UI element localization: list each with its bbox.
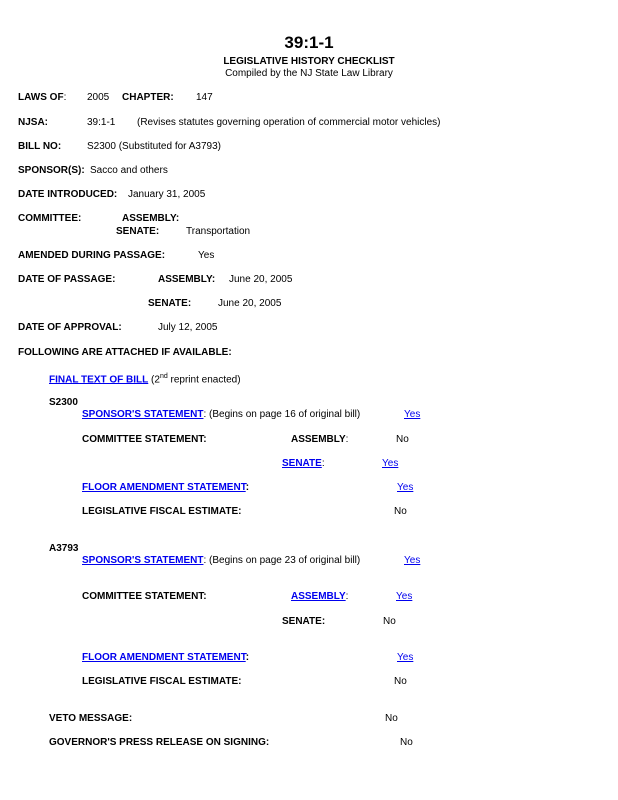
bill-no-value: S2300 (Substituted for A3793) bbox=[87, 141, 221, 152]
a3793-floor-amendment-row: FLOOR AMENDMENT STATEMENT: bbox=[82, 652, 250, 663]
s2300-fiscal-estimate-label: LEGISLATIVE FISCAL ESTIMATE: bbox=[82, 506, 242, 517]
final-text-link[interactable]: FINAL TEXT OF BILL bbox=[49, 374, 149, 386]
a3793-assembly-yes-link[interactable]: Yes bbox=[396, 591, 413, 602]
a3793-floor-amendment-link[interactable]: FLOOR AMENDMENT STATEMENT bbox=[82, 652, 246, 663]
a3793-sponsor-statement-link[interactable]: SPONSOR'S STATEMENT bbox=[82, 555, 204, 566]
s2300-assembly-label: ASSEMBLY: bbox=[291, 434, 349, 445]
compiled-by: Compiled by the NJ State Law Library bbox=[225, 68, 393, 79]
s2300-floor-amendment-row: FLOOR AMENDMENT STATEMENT: bbox=[82, 482, 250, 493]
njsa-value: 39:1-1 bbox=[87, 117, 116, 128]
s2300-floor-amendment-yes-link[interactable]: Yes bbox=[397, 482, 414, 493]
s2300-senate-link[interactable]: SENATE bbox=[282, 458, 322, 469]
a3793-committee-statement-label: COMMITTEE STATEMENT: bbox=[82, 591, 207, 602]
njsa-label: NJSA: bbox=[18, 117, 49, 128]
date-of-approval-label: DATE OF APPROVAL: bbox=[18, 322, 122, 333]
amended-value: Yes bbox=[198, 250, 215, 261]
passage-assembly-value: June 20, 2005 bbox=[229, 274, 293, 285]
page-title: 39:1-1 bbox=[284, 33, 334, 52]
s2300-senate-row: SENATE: bbox=[282, 458, 325, 469]
date-of-passage-label: DATE OF PASSAGE: bbox=[18, 274, 116, 285]
committee-label: COMMITTEE: bbox=[18, 213, 82, 224]
sponsors-value: Sacco and others bbox=[90, 165, 168, 176]
laws-of-year: 2005 bbox=[87, 92, 110, 103]
a3793-assembly-link[interactable]: ASSEMBLY bbox=[291, 591, 346, 602]
a3793-fiscal-estimate-label: LEGISLATIVE FISCAL ESTIMATE: bbox=[82, 676, 242, 687]
date-introduced-value: January 31, 2005 bbox=[128, 189, 206, 200]
s2300-floor-amendment-link[interactable]: FLOOR AMENDMENT STATEMENT bbox=[82, 482, 246, 493]
press-release-label: GOVERNOR'S PRESS RELEASE ON SIGNING: bbox=[49, 737, 270, 748]
s2300-assembly-value: No bbox=[396, 434, 409, 445]
passage-senate-label: SENATE: bbox=[148, 298, 192, 309]
passage-senate-value: June 20, 2005 bbox=[218, 298, 282, 309]
a3793-floor-amendment-yes-link[interactable]: Yes bbox=[397, 652, 414, 663]
s2300-senate-yes-link[interactable]: Yes bbox=[382, 458, 399, 469]
sponsors-label: SPONSOR(S): bbox=[18, 165, 85, 176]
a3793-sponsor-statement-yes-link[interactable]: Yes bbox=[404, 555, 421, 566]
s2300-label: S2300 bbox=[49, 397, 78, 408]
bill-no-label: BILL NO: bbox=[18, 141, 62, 152]
final-text-row: FINAL TEXT OF BILL (2nd reprint enacted) bbox=[49, 373, 241, 386]
a3793-senate-label: SENATE: bbox=[282, 616, 326, 627]
committee-senate-value: Transportation bbox=[186, 226, 251, 237]
page-subtitle: LEGISLATIVE HISTORY CHECKLIST bbox=[223, 56, 395, 67]
amended-label: AMENDED DURING PASSAGE: bbox=[18, 250, 166, 261]
a3793-sponsor-statement-row: SPONSOR'S STATEMENT: (Begins on page 23 of original bill) bbox=[82, 555, 361, 566]
laws-of-label: LAWS OF: bbox=[18, 92, 67, 103]
date-introduced-label: DATE INTRODUCED: bbox=[18, 189, 118, 200]
attached-heading: FOLLOWING ARE ATTACHED IF AVAILABLE: bbox=[18, 347, 232, 358]
a3793-senate-value: No bbox=[383, 616, 396, 627]
press-release-value: No bbox=[400, 737, 413, 748]
chapter-label: CHAPTER: bbox=[122, 92, 174, 103]
a3793-label: A3793 bbox=[49, 543, 79, 554]
committee-assembly-label: ASSEMBLY: bbox=[122, 213, 180, 224]
a3793-fiscal-estimate-value: No bbox=[394, 676, 407, 687]
date-of-approval-value: July 12, 2005 bbox=[158, 322, 218, 333]
s2300-sponsor-statement-link[interactable]: SPONSOR'S STATEMENT bbox=[82, 409, 204, 420]
veto-message-label: VETO MESSAGE: bbox=[49, 713, 133, 724]
njsa-description: (Revises statutes governing operation of commercial motor vehicles) bbox=[137, 117, 441, 128]
chapter-value: 147 bbox=[196, 92, 213, 103]
committee-senate-label: SENATE: bbox=[116, 226, 160, 237]
a3793-assembly-row: ASSEMBLY: bbox=[291, 591, 349, 602]
s2300-fiscal-estimate-value: No bbox=[394, 506, 407, 517]
s2300-committee-statement-label: COMMITTEE STATEMENT: bbox=[82, 434, 207, 445]
s2300-sponsor-statement-row: SPONSOR'S STATEMENT: (Begins on page 16 of original bill) bbox=[82, 409, 361, 420]
veto-message-value: No bbox=[385, 713, 398, 724]
s2300-sponsor-statement-yes-link[interactable]: Yes bbox=[404, 409, 421, 420]
passage-assembly-label: ASSEMBLY: bbox=[158, 274, 216, 285]
